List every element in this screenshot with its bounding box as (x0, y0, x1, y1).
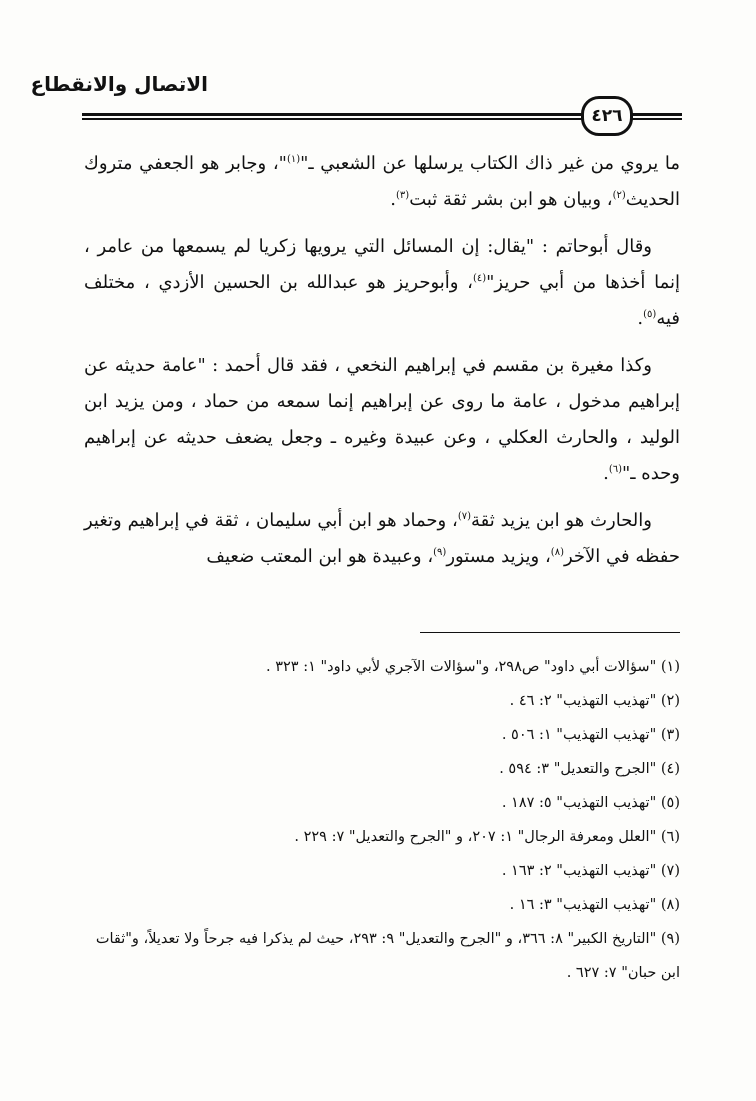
footnote-marker: (٣) (396, 190, 410, 201)
paragraph (84, 229, 680, 337)
footnote: (٤) "الجرح والتعديل" ٣: ٥٩٤ . (499, 761, 680, 777)
footnote-separator (420, 632, 680, 633)
footnote: (٧) "تهذيب التهذيب" ٢: ١٦٣ . (501, 863, 680, 879)
header-rule-left (82, 113, 586, 120)
footnote: (٩) "التاريخ الكبير" ٨: ٣٦٦، و "الجرح والتعديل" ٩: ٢٩٣، حيث لم يذكرا فيه جرحاً ولا تعديلاً، و"ثقات ابن حبان" ٧: ٦٢٧ . (95, 931, 680, 981)
footnote-marker: (٩) (433, 547, 447, 558)
text-run: وكذا مغيرة بن مقسم في إبراهيم النخعي ، فقد قال أحمد : "عامة حديثه عن إبراهيم مدخول ، عامة ما روى عن إبراهيم إنما سمعه من حماد ، ومن يزيد ابن الوليد ، والحارث العكلي ، وعن عبيدة وغيره ـ وجعل يضعف حديثه عن إبراهيم وحده ـ" (84, 355, 680, 484)
footnote: (٦) "العلل ومعرفة الرجال" ١: ٢٠٧، و "الجرح والتعديل" ٧: ٢٢٩ . (294, 829, 680, 845)
footnote: (١) "سؤالات أبي داود" ص٢٩٨، و"سؤالات الآجري لأبي داود" ١: ٣٢٣ . (266, 659, 680, 675)
footnote-marker: (٤) (472, 273, 487, 284)
text-run: . (603, 463, 609, 484)
running-title: الاتصال والانقطاع (30, 72, 208, 96)
footnote: (٢) "تهذيب التهذيب" ٢: ٤٦ . (509, 693, 680, 709)
text-run: "، وجابر هو الجعفي متروك الحديث (84, 153, 680, 210)
footnote: (٥) "تهذيب التهذيب" ٥: ١٨٧ . (501, 795, 680, 811)
footnote-marker: (٨) (550, 547, 564, 558)
paragraph (84, 503, 680, 575)
page-number: ٤٢٦ (581, 96, 633, 136)
text-run: والحارث هو ابن يزيد ثقة (471, 510, 652, 531)
text-run: ، وأبوحريز هو عبدالله بن الحسين الأزدي ، مختلف فيه (84, 272, 680, 329)
footnote-marker: (٥) (643, 309, 657, 320)
paragraph (84, 348, 680, 492)
text-run: ، وبيان هو ابن بشر ثقة ثبت (409, 189, 613, 210)
text-run: ، ويزيد مستور (446, 546, 551, 567)
footnotes (84, 650, 680, 990)
footnote-marker: (١) (286, 154, 301, 165)
text-run: ، وحماد هو ابن أبي سليمان ، ثقة في إبراهيم وتغير حفظه في الآخر (84, 510, 680, 567)
footnote-marker: (٢) (612, 190, 626, 201)
footnote: (٣) "تهذيب التهذيب" ١: ٥٠٦ . (501, 727, 680, 743)
text-run: . (390, 189, 396, 210)
text-run: ، وعبيدة هو ابن المعتب ضعيف (206, 546, 434, 567)
body-text (84, 146, 680, 575)
text-run: وقال أبوحاتم : "يقال: إن المسائل التي يرويها زكريا لم يسمعها من عامر ، إنما أخذها من أبي حريز" (84, 236, 680, 293)
text-run: ما يروي من غير ذاك الكتاب يرسلها عن الشعبي ـ" (300, 153, 680, 174)
paragraph (84, 146, 680, 218)
text-run: . (637, 308, 644, 329)
footnote-marker: (٧) (457, 511, 472, 522)
footnote-marker: (٦) (608, 464, 623, 475)
footnote: (٨) "تهذيب التهذيب" ٣: ١٦ . (509, 897, 680, 913)
